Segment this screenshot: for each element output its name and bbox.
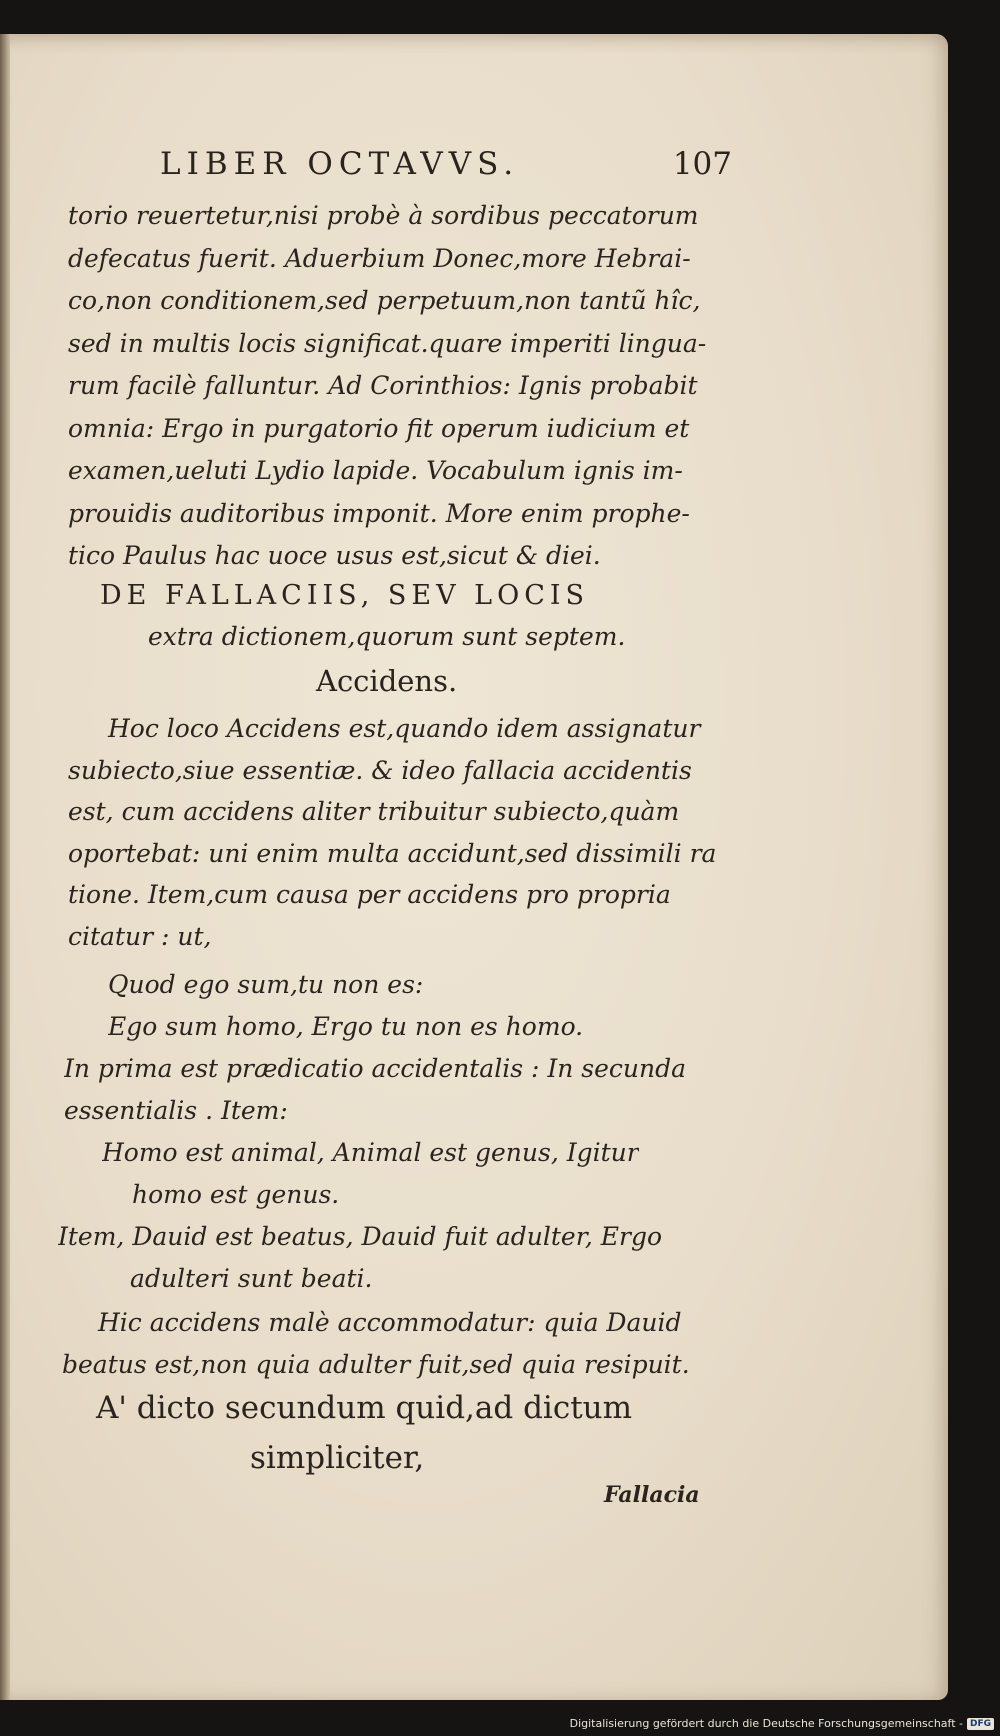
text-line: co,non conditionem,sed perpetuum,non tantũ hîc, bbox=[68, 286, 701, 315]
page-header bbox=[160, 146, 732, 196]
text-line: Hic accidens malè accommodatur: quia Dauid bbox=[98, 1308, 682, 1337]
text-line: sed in multis locis significat.quare imperiti lingua- bbox=[68, 328, 707, 358]
text-line: defecatus fuerit. Aduerbium Donec,more Hebrai- bbox=[68, 243, 691, 273]
dicto-heading-continued: simpliciter, bbox=[250, 1440, 425, 1476]
text-line: Quod ego sum,tu non es: bbox=[108, 970, 424, 999]
text-line: Hoc loco Accidens est,quando idem assignatur bbox=[108, 714, 701, 743]
text-line: torio reuertetur,nisi probè à sordibus peccatorum bbox=[68, 201, 699, 230]
text-line: tico Paulus hac uoce usus est,sicut & diei. bbox=[68, 541, 601, 570]
text-line: prouidis auditoribus imponit. More enim prophe- bbox=[68, 498, 690, 528]
book-spine-edge bbox=[0, 34, 10, 1700]
explanation-one bbox=[64, 1048, 686, 1131]
text-line: est, cum accidens aliter tribuitur subiecto,quàm bbox=[68, 797, 680, 826]
text-line: Item, Dauid est beatus, Dauid fuit adulter, Ergo bbox=[58, 1222, 663, 1251]
page-number: 107 bbox=[672, 146, 732, 182]
catchword: Fallacia bbox=[604, 1482, 700, 1508]
accidens-paragraph bbox=[68, 708, 716, 957]
digitization-credit bbox=[570, 1717, 994, 1730]
text-line: adulteri sunt beati. bbox=[130, 1263, 373, 1293]
text-line: Ego sum homo, Ergo tu non es homo. bbox=[108, 1011, 584, 1041]
dicto-heading: A' dicto secundum quid,ad dictum bbox=[96, 1390, 633, 1426]
credit-text: Digitalisierung gefördert durch die Deutsche Forschungsgemeinschaft - bbox=[569, 1717, 963, 1730]
text-line: essentialis . Item: bbox=[64, 1095, 288, 1125]
body-text-top bbox=[68, 195, 730, 578]
dfg-logo-icon: DFG bbox=[967, 1718, 994, 1730]
text-line: tione. Item,cum causa per accidens pro propria bbox=[68, 880, 671, 909]
example-three bbox=[58, 1216, 662, 1299]
explanation-two bbox=[62, 1302, 690, 1385]
example-two bbox=[102, 1132, 639, 1215]
example-one bbox=[108, 964, 583, 1047]
text-line: examen,ueluti Lydio lapide. Vocabulum ignis im- bbox=[68, 456, 683, 485]
text-line: beatus est,non quia adulter fuit,sed quia resipuit. bbox=[62, 1349, 690, 1379]
text-line: oportebat: uni enim multa accidunt,sed dissimili ra bbox=[68, 838, 717, 868]
section-subheading: extra dictionem,quorum sunt septem. bbox=[148, 622, 626, 651]
text-line: Homo est animal, Animal est genus, Igitur bbox=[102, 1138, 639, 1167]
section-heading: DE FALLACIIS, SEV LOCIS bbox=[100, 580, 590, 611]
text-line: rum facilè falluntur. Ad Corinthios: Ignis probabit bbox=[68, 371, 698, 400]
text-line: In prima est prædicatio accidentalis : In secunda bbox=[64, 1054, 686, 1083]
text-line: omnia: Ergo in purgatorio fit operum iudicium et bbox=[68, 413, 690, 443]
running-title: LIBER OCTAVVS. bbox=[160, 146, 520, 182]
text-line: homo est genus. bbox=[132, 1179, 340, 1209]
accidens-heading: Accidens. bbox=[316, 664, 458, 698]
text-line: subiecto,siue essentiæ. & ideo fallacia accidentis bbox=[68, 755, 692, 785]
text-line: citatur : ut, bbox=[68, 921, 212, 951]
